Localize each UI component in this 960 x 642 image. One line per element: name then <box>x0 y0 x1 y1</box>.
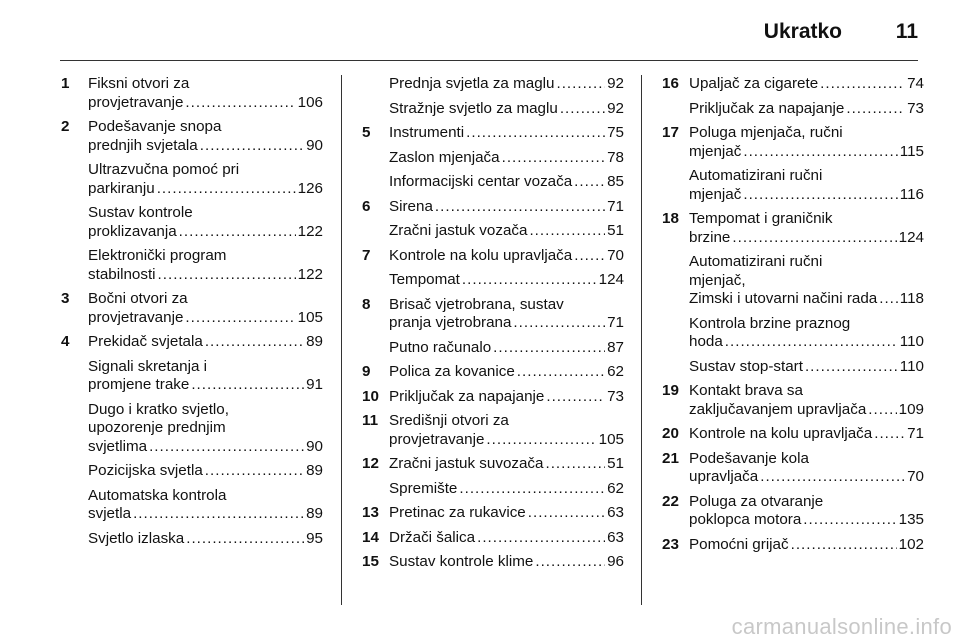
entry-text: Spremište <box>389 479 458 497</box>
entry-text: svjetlima <box>88 437 148 455</box>
entry-text: parkiranju <box>88 179 155 197</box>
index-entry[interactable] <box>362 529 624 548</box>
entry-text: Pretinac za rukavice <box>389 504 526 521</box>
entry-text: svjetla <box>88 505 132 522</box>
entry-text: prednjih svjetala <box>88 136 198 154</box>
entry-text: Sustav kontrole <box>88 204 193 221</box>
dot-leader <box>556 75 605 94</box>
page-reference[interactable]: 70 <box>907 468 924 485</box>
item-number: 17 <box>662 124 679 141</box>
item-number: 19 <box>662 382 679 399</box>
index-entry[interactable] <box>362 271 624 290</box>
page-reference[interactable]: 89 <box>306 462 323 479</box>
index-entry[interactable] <box>662 210 924 247</box>
entry-text: Automatizirani ručni <box>689 253 823 270</box>
page-reference[interactable]: 105 <box>297 308 323 326</box>
index-entry[interactable] <box>362 173 624 192</box>
page-reference[interactable]: 62 <box>607 363 624 380</box>
dot-leader <box>185 309 295 328</box>
entry-line <box>61 290 323 309</box>
entry-text: pranja vjetrobrana <box>389 314 512 331</box>
index-entry[interactable] <box>362 339 624 358</box>
page-number: 11 <box>895 20 918 43</box>
index-entry[interactable] <box>362 455 624 474</box>
page-reference[interactable]: 71 <box>907 425 924 442</box>
item-number: 1 <box>61 75 70 92</box>
entry-text: Sustav stop-start <box>689 357 803 375</box>
page-reference[interactable]: 89 <box>306 333 323 350</box>
index-entry[interactable] <box>662 450 924 487</box>
entry-line <box>362 100 624 119</box>
index-entry[interactable] <box>61 204 323 241</box>
entry-text: Sirena <box>389 197 433 215</box>
item-number: 18 <box>662 210 679 227</box>
entry-line <box>61 137 323 156</box>
item-number: 5 <box>362 124 371 141</box>
column-divider <box>341 75 342 605</box>
dot-leader <box>459 480 605 499</box>
dot-leader <box>546 388 605 407</box>
item-number: 7 <box>362 246 371 264</box>
entry-text: Priključak za napajanje <box>389 387 545 405</box>
index-entry[interactable] <box>61 118 323 155</box>
entry-line <box>362 198 624 217</box>
entry-text: brzine <box>689 228 731 246</box>
page-reference[interactable]: 51 <box>607 222 624 239</box>
entry-text: Pozicijska svjetla <box>88 462 203 479</box>
entry-line <box>362 124 624 143</box>
entry-line <box>61 487 323 506</box>
entry-text: Upaljač za cigarete <box>689 75 819 92</box>
entry-line <box>662 143 924 162</box>
entry-text: provjetravanje <box>88 93 184 111</box>
item-number: 20 <box>662 425 679 442</box>
page-reference[interactable]: 106 <box>297 93 323 111</box>
entry-text: Tempomat i graničnik <box>689 210 833 227</box>
entry-line <box>362 388 624 407</box>
entry-text: Zimski i utovarni načini rada <box>689 290 878 307</box>
page-reference[interactable]: 63 <box>607 528 624 546</box>
index-entry[interactable] <box>362 124 624 143</box>
page-reference[interactable]: 71 <box>607 314 624 331</box>
dot-leader <box>874 425 905 444</box>
entry-line <box>362 455 624 474</box>
dot-leader <box>868 401 896 420</box>
index-entry[interactable] <box>662 253 924 309</box>
entry-line <box>61 223 323 242</box>
entry-line <box>662 75 924 94</box>
entry-line <box>362 173 624 192</box>
index-entry[interactable] <box>662 536 924 555</box>
dot-leader <box>158 266 296 285</box>
page-reference[interactable]: 92 <box>607 75 624 92</box>
dot-leader <box>760 468 905 487</box>
item-number: 4 <box>61 333 70 350</box>
entry-line <box>61 161 323 180</box>
entry-line <box>61 401 323 420</box>
entry-line <box>362 314 624 333</box>
entry-line <box>61 505 323 524</box>
dot-leader <box>805 358 898 377</box>
index-entry[interactable] <box>362 198 624 217</box>
page-reference[interactable]: 73 <box>907 99 924 117</box>
entry-line <box>662 358 924 377</box>
page-reference[interactable]: 102 <box>898 535 924 553</box>
entry-line <box>362 412 624 431</box>
page-reference[interactable]: 109 <box>898 400 924 418</box>
entry-line <box>662 450 924 469</box>
index-entry[interactable] <box>662 124 924 161</box>
item-number: 11 <box>362 412 379 429</box>
index-entry[interactable] <box>662 493 924 530</box>
page-reference[interactable]: 124 <box>898 228 924 246</box>
index-column-3 <box>662 75 924 560</box>
entry-line <box>662 100 924 119</box>
entry-line <box>362 271 624 290</box>
page-reference[interactable]: 75 <box>607 124 624 141</box>
dot-leader <box>149 438 304 457</box>
entry-text: Pomoćni grijač <box>689 535 789 553</box>
entry-text: Kontakt brava sa <box>689 382 803 399</box>
entry-line <box>662 493 924 512</box>
page-reference[interactable]: 110 <box>899 333 924 350</box>
entry-line <box>662 511 924 530</box>
index-entry[interactable] <box>61 462 323 481</box>
entry-line <box>662 468 924 487</box>
entry-line <box>362 296 624 315</box>
page-reference[interactable]: 105 <box>598 430 624 448</box>
entry-line <box>61 419 323 438</box>
item-number: 2 <box>61 118 70 135</box>
dot-leader <box>477 529 605 548</box>
entry-line <box>61 438 323 457</box>
entry-text: Instrumenti <box>389 124 465 141</box>
page-reference[interactable]: 87 <box>607 338 624 356</box>
entry-line <box>662 167 924 186</box>
entry-text: Elektronički program <box>88 247 227 264</box>
index-entry[interactable] <box>662 425 924 444</box>
entry-line <box>362 75 624 94</box>
entry-text: Poluga mjenjača, ručni <box>689 124 843 141</box>
index-entry[interactable] <box>662 75 924 94</box>
entry-line <box>662 382 924 401</box>
entry-line <box>662 272 924 291</box>
entry-line <box>662 401 924 420</box>
entry-text: Podešavanje snopa <box>88 118 222 135</box>
entry-text: Kontrola brzine praznog <box>689 314 851 332</box>
index-entry[interactable] <box>362 222 624 241</box>
item-number: 23 <box>662 535 679 553</box>
item-number: 22 <box>662 492 679 510</box>
entry-text: stabilnosti <box>88 265 156 283</box>
item-number: 9 <box>362 363 371 380</box>
entry-line <box>61 266 323 285</box>
page-reference[interactable]: 110 <box>899 357 924 375</box>
dot-leader <box>486 431 596 450</box>
entry-text: Ultrazvučna pomoć pri <box>88 161 240 178</box>
index-entry[interactable] <box>362 100 624 119</box>
entry-line <box>662 253 924 272</box>
watermark: carmanualsonline.info <box>731 614 952 639</box>
entry-text: Priključak za napajanje <box>689 99 845 117</box>
index-entry[interactable] <box>362 480 624 499</box>
entry-line <box>61 94 323 113</box>
entry-text: mjenjač, <box>689 271 746 289</box>
page-reference[interactable]: 63 <box>607 504 624 521</box>
index-entry[interactable] <box>362 149 624 168</box>
entry-text: Držači šalica <box>389 528 476 546</box>
entry-text: Prednja svjetla za maglu <box>389 75 555 92</box>
entry-line <box>61 75 323 94</box>
entry-text: Brisač vjetrobrana, sustav <box>389 295 564 313</box>
entry-text: upozorenje prednjim <box>88 419 226 436</box>
page-reference[interactable]: 126 <box>297 179 323 197</box>
page-reference[interactable]: 90 <box>306 437 323 455</box>
entry-text: Dugo i kratko svjetlo, <box>88 400 229 418</box>
page-reference[interactable]: 118 <box>899 290 924 307</box>
index-entry[interactable] <box>662 358 924 377</box>
page-reference[interactable]: 92 <box>607 99 624 117</box>
page-reference[interactable]: 85 <box>607 173 624 190</box>
entry-line <box>362 504 624 523</box>
entry-line <box>662 186 924 205</box>
entry-line <box>61 376 323 395</box>
dot-leader <box>535 553 605 572</box>
entry-line <box>362 247 624 266</box>
entry-text: Sustav kontrole klime <box>389 553 534 570</box>
entry-text: Kontrole na kolu upravljača <box>689 425 873 442</box>
entry-text: proklizavanja <box>88 222 177 240</box>
entry-text: Stražnje svjetlo za maglu <box>389 99 558 117</box>
entry-line <box>61 333 323 352</box>
index-entry[interactable] <box>61 487 323 524</box>
dot-leader <box>879 290 898 309</box>
entry-text: Automatizirani ručni <box>689 167 823 184</box>
entry-line <box>362 480 624 499</box>
entry-line <box>662 210 924 229</box>
header-divider <box>60 60 918 61</box>
entry-line <box>662 229 924 248</box>
dot-leader <box>517 363 605 382</box>
entry-line <box>662 315 924 334</box>
entry-text: Informacijski centar vozača <box>389 173 573 190</box>
dot-leader <box>732 229 896 248</box>
entry-text: Zračni jastuk vozača <box>389 222 528 239</box>
dot-leader <box>185 94 295 113</box>
entry-line <box>362 529 624 548</box>
index-entry[interactable] <box>362 388 624 407</box>
item-number: 13 <box>362 504 379 521</box>
index-entry[interactable] <box>61 333 323 352</box>
item-number: 6 <box>362 197 371 215</box>
entry-line <box>362 363 624 382</box>
index-entry[interactable] <box>61 358 323 395</box>
dot-leader <box>528 504 605 523</box>
index-entry[interactable] <box>662 382 924 419</box>
index-column-1 <box>61 75 323 554</box>
dot-leader <box>502 149 606 168</box>
entry-line <box>362 222 624 241</box>
entry-text: mjenjač <box>689 185 742 203</box>
index-entry[interactable] <box>61 247 323 284</box>
entry-line <box>362 149 624 168</box>
page-reference[interactable]: 90 <box>306 136 323 154</box>
dot-leader <box>157 180 296 199</box>
item-number: 10 <box>362 387 379 405</box>
entry-text: Prekidač svjetala <box>88 333 203 350</box>
entry-line <box>362 339 624 358</box>
dot-leader <box>493 339 605 358</box>
entry-text: Središnji otvori za <box>389 412 509 429</box>
dot-leader <box>791 536 897 555</box>
entry-line <box>662 290 924 309</box>
item-number: 21 <box>662 449 679 467</box>
dot-leader <box>205 333 304 352</box>
page-reference[interactable]: 122 <box>297 265 323 283</box>
dot-leader <box>513 314 605 333</box>
entry-text: Putno računalo <box>389 338 492 356</box>
page-reference[interactable]: 73 <box>607 387 624 405</box>
page-reference[interactable]: 74 <box>907 75 924 92</box>
section-title: Ukratko <box>763 20 842 43</box>
dot-leader <box>200 137 304 156</box>
dot-leader <box>462 271 597 290</box>
dot-leader <box>186 530 304 549</box>
entry-line <box>662 124 924 143</box>
index-entry[interactable] <box>662 100 924 119</box>
page-reference[interactable]: 122 <box>297 222 323 240</box>
page-reference[interactable]: 135 <box>898 511 924 528</box>
index-entry[interactable] <box>362 363 624 382</box>
page-reference[interactable]: 124 <box>598 271 624 288</box>
dot-leader <box>574 173 605 192</box>
entry-text: Kontrole na kolu upravljača <box>389 246 573 264</box>
dot-leader <box>529 222 605 241</box>
index-column-2 <box>362 75 624 578</box>
index-entry[interactable] <box>362 553 624 572</box>
entry-text: provjetravanje <box>88 308 184 326</box>
index-entry[interactable] <box>362 296 624 333</box>
page-reference[interactable]: 71 <box>607 197 624 215</box>
index-entry[interactable] <box>362 75 624 94</box>
item-number: 16 <box>662 75 679 92</box>
entry-line <box>61 358 323 377</box>
entry-text: Polica za kovanice <box>389 363 515 380</box>
entry-text: Poluga za otvaranje <box>689 492 824 510</box>
dot-leader <box>466 124 605 143</box>
entry-line <box>61 204 323 223</box>
index-entry[interactable] <box>362 247 624 266</box>
index-entry[interactable] <box>61 75 323 112</box>
page-reference[interactable]: 95 <box>306 529 323 547</box>
entry-line <box>362 431 624 450</box>
dot-leader <box>545 455 605 474</box>
entry-line <box>662 536 924 555</box>
entry-text: Zaslon mjenjača <box>389 148 500 166</box>
entry-line <box>662 425 924 444</box>
entry-text: upravljača <box>689 468 759 485</box>
dot-leader <box>574 247 605 266</box>
index-entry[interactable] <box>362 412 624 449</box>
entry-text: Tempomat <box>389 271 460 288</box>
entry-text: Signali skretanja i <box>88 357 208 375</box>
entry-text: Bočni otvori za <box>88 290 188 307</box>
dot-leader <box>743 143 897 162</box>
page-reference[interactable]: 91 <box>306 376 323 393</box>
page-reference[interactable]: 78 <box>607 148 624 166</box>
entry-text: hoda <box>689 333 723 350</box>
page-reference[interactable]: 115 <box>899 142 924 160</box>
page-reference[interactable]: 89 <box>306 505 323 522</box>
index-entry[interactable] <box>61 290 323 327</box>
index-entry[interactable] <box>662 315 924 352</box>
entry-line <box>61 118 323 137</box>
item-number: 15 <box>362 553 379 570</box>
dot-leader <box>820 75 905 94</box>
page-header <box>0 0 960 60</box>
entry-text: mjenjač <box>689 142 742 160</box>
dot-leader <box>191 376 304 395</box>
entry-text: promjene trake <box>88 376 190 393</box>
entry-text: Svjetlo izlaska <box>88 529 185 547</box>
entry-text: Fiksni otvori za <box>88 75 190 92</box>
entry-text: Zračni jastuk suvozača <box>389 455 544 472</box>
page-reference[interactable]: 96 <box>607 553 624 570</box>
dot-leader <box>846 100 905 119</box>
item-number: 8 <box>362 295 371 313</box>
dot-leader <box>133 505 304 524</box>
page-reference[interactable]: 116 <box>899 185 924 203</box>
item-number: 14 <box>362 528 379 546</box>
page-reference[interactable]: 51 <box>607 455 624 472</box>
entry-text: Automatska kontrola <box>88 486 227 504</box>
index-entry[interactable] <box>362 504 624 523</box>
entry-line <box>61 530 323 549</box>
entry-text: provjetravanje <box>389 430 485 448</box>
item-number: 12 <box>362 455 379 472</box>
entry-text: Podešavanje kola <box>689 449 809 467</box>
entry-line <box>61 462 323 481</box>
entry-text: poklopca motora <box>689 511 802 528</box>
dot-leader <box>560 100 605 119</box>
entry-line <box>61 247 323 266</box>
item-number: 3 <box>61 290 70 307</box>
column-divider <box>641 75 642 605</box>
dot-leader <box>743 186 897 205</box>
entry-line <box>61 180 323 199</box>
index-entry[interactable] <box>61 530 323 549</box>
index-entry[interactable] <box>61 161 323 198</box>
dot-leader <box>435 198 605 217</box>
index-entry[interactable] <box>61 401 323 457</box>
dot-leader <box>205 462 304 481</box>
entry-text: zaključavanjem upravljača <box>689 400 867 418</box>
page-reference[interactable]: 62 <box>607 479 624 497</box>
dot-leader <box>803 511 896 530</box>
entry-line <box>362 553 624 572</box>
page-reference[interactable]: 70 <box>607 246 624 264</box>
dot-leader <box>179 223 296 242</box>
dot-leader <box>725 333 898 352</box>
entry-line <box>662 333 924 352</box>
index-entry[interactable] <box>662 167 924 204</box>
entry-line <box>61 309 323 328</box>
